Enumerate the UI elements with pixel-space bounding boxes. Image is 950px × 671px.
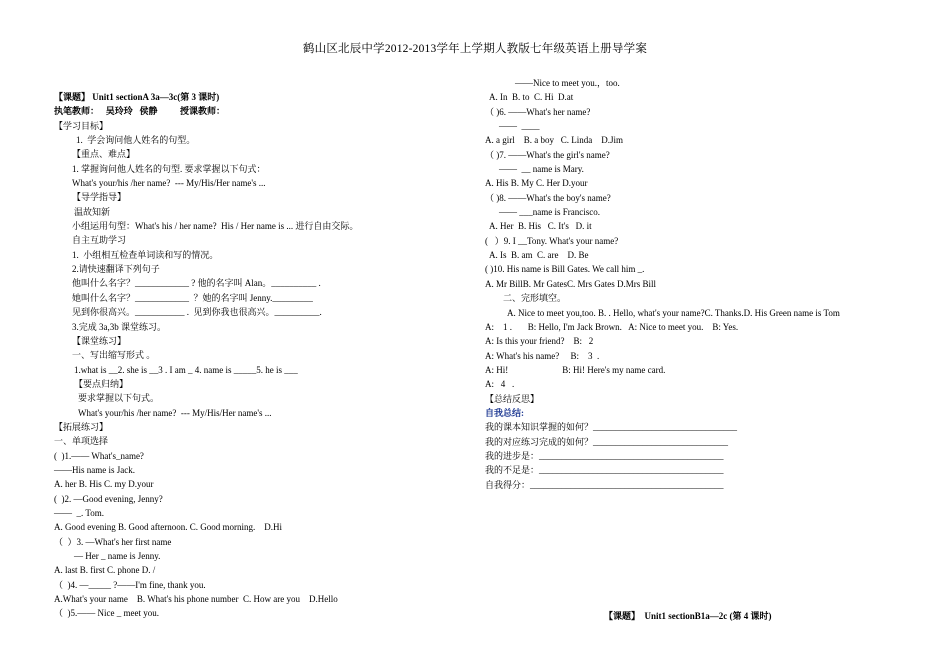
right-line: ( )10. His name is Bill Gates. We call him _.: [485, 264, 645, 275]
left-line: 执笔教师： 吴玲玲 侯静 授课教师：: [54, 106, 226, 117]
right-line: A. Her B. His C. It's D. it: [489, 221, 592, 232]
left-line: 要求掌握以下句式。: [78, 393, 160, 404]
left-line: 【重点、难点】: [72, 149, 136, 160]
right-line: A: 1 . B: Hello, I'm Jack Brown. A: Nice to meet you. B: Yes.: [485, 321, 739, 332]
left-line: 一、写出缩写形式 。: [72, 350, 156, 361]
next-lesson-title: 【课题】 Unit1 sectionB1a—2c (第 4 课时): [604, 611, 772, 621]
right-line: A. Is B. am C. are D. Be: [489, 250, 589, 261]
left-line: 一、单项选择: [54, 436, 109, 447]
left-line: 温故知新: [74, 206, 111, 217]
right-line: 我的对应练习完成的如何？______________________________: [485, 436, 729, 447]
document-title: 鹤山区北辰中学2012-2013学年上学期人教版七年级英语上册导学案: [302, 43, 648, 55]
right-line: A. Nice to meet you,too. B. . Hello, what's your name?C. Thanks.D. His Green name is Tom: [507, 307, 840, 318]
right-line: 我的进步是：_________________________________________: [485, 450, 724, 461]
left-line: 1. 学会询问他人姓名的句型。: [76, 135, 196, 146]
left-line: —— _. Tom.: [54, 507, 104, 518]
left-line: What's your/his /her name? --- My/His/Her name's ...: [78, 407, 272, 418]
left-line: A. Good evening B. Good afternoon. C. Good morning. D.Hi: [54, 522, 282, 533]
right-line: A. a girl B. a boy C. Linda D.Jim: [485, 135, 623, 146]
left-line: （ )4. —_____ ?——I'm fine, thank you.: [54, 579, 206, 590]
right-line: ( ）9. I __Tony. What's your name?: [485, 235, 619, 246]
right-line: A. Mr BillB. Mr GatesC. Mrs Gates D.Mrs Bill: [485, 278, 656, 289]
left-line: 她叫什么名字？____________ ？她的名字叫 Jenny._________: [72, 292, 313, 303]
right-line: 我的不足是：_________________________________________: [485, 465, 724, 476]
left-line: 3.完成 3a,3b 课堂练习。: [72, 321, 166, 332]
right-line: （ )6. ——What's her name?: [485, 106, 591, 117]
right-line: A: What's his name? B: 3 .: [485, 350, 600, 361]
right-line: ——Nice to meet you.，too.: [515, 78, 620, 88]
right-line: 自我总结:: [485, 407, 524, 418]
left-line: A. her B. His C. my D.your: [54, 479, 154, 490]
right-line: 二、完形填空。: [503, 293, 567, 304]
right-line: A. In B. to C. Hi D.at: [489, 92, 574, 103]
left-line: What's your/his /her name? --- My/His/Her name's ...: [72, 178, 266, 189]
left-line: 【课题】 Unit1 sectionA 3a—3c(第 3 课时): [54, 92, 220, 102]
right-line: 自我得分：___________________________________________: [485, 479, 724, 490]
left-line: ( )2. —Good evening, Jenny?: [54, 493, 163, 504]
left-line: 【导学指导】: [72, 192, 127, 203]
left-line: 【拓展练习】: [54, 421, 109, 432]
left-line: A.What's your name B. What's his phone number C. How are you D.Hello: [54, 594, 338, 605]
left-line: 【要点归纳】: [74, 378, 129, 389]
left-line: ——His name is Jack.: [54, 464, 135, 475]
right-line: A: Hi! B: Hi! Here's my name card.: [485, 364, 666, 375]
left-line: 见到你很高兴。___________ . 见到你我也很高兴。__________.: [72, 307, 322, 318]
left-line: ( )1.—— What's_name?: [54, 450, 144, 461]
left-line: 1. 掌握询问他人姓名的句型. 要求掌握以下句式：: [72, 163, 266, 174]
left-line: 他叫什么名字？____________ ? 他的名字叫 Alan。__________ .: [72, 278, 321, 289]
left-line: A. last B. first C. phone D. /: [54, 565, 156, 576]
right-line: A: 4 .: [485, 379, 515, 390]
left-line: （ )5.—— Nice _ meet you.: [54, 608, 159, 619]
right-line: A: Is this your friend? B: 2: [485, 336, 594, 347]
right-line: —— ____: [499, 121, 540, 132]
right-line: —— __ name is Mary.: [499, 164, 584, 175]
left-line: 【学习目标】: [54, 120, 109, 131]
right-line: A. His B. My C. Her D.your: [485, 178, 588, 189]
left-line: （ ）3. —What's her first name: [54, 536, 172, 547]
right-line: （ )8. ——What's the boy's name?: [485, 192, 611, 203]
left-line: 1.what is __2. she is __3 . I am _ 4. name is _____5. he is ___: [74, 364, 298, 375]
right-column: [485, 76, 905, 492]
left-line: — Her _ name is Jenny.: [74, 551, 161, 561]
left-line: 【课堂练习】: [72, 335, 127, 346]
right-line: 【总结反思】: [485, 393, 540, 404]
right-line: 我的课本知识掌握的如何？________________________________: [485, 422, 738, 433]
left-line: 1. 小组相互检查单词读和写的情况。: [72, 249, 219, 260]
left-line: 自主互助学习: [72, 235, 127, 246]
left-line: 2.请快速翻译下列句子: [72, 264, 160, 275]
left-line: 小组运用句型：What's his / her name? His / Her name is ... 进行自由交际。: [72, 221, 359, 232]
right-line: —— ___name is Francisco.: [499, 207, 600, 218]
left-column: [54, 90, 464, 621]
right-line: （ )7. ——What's the girl's name?: [485, 149, 610, 160]
